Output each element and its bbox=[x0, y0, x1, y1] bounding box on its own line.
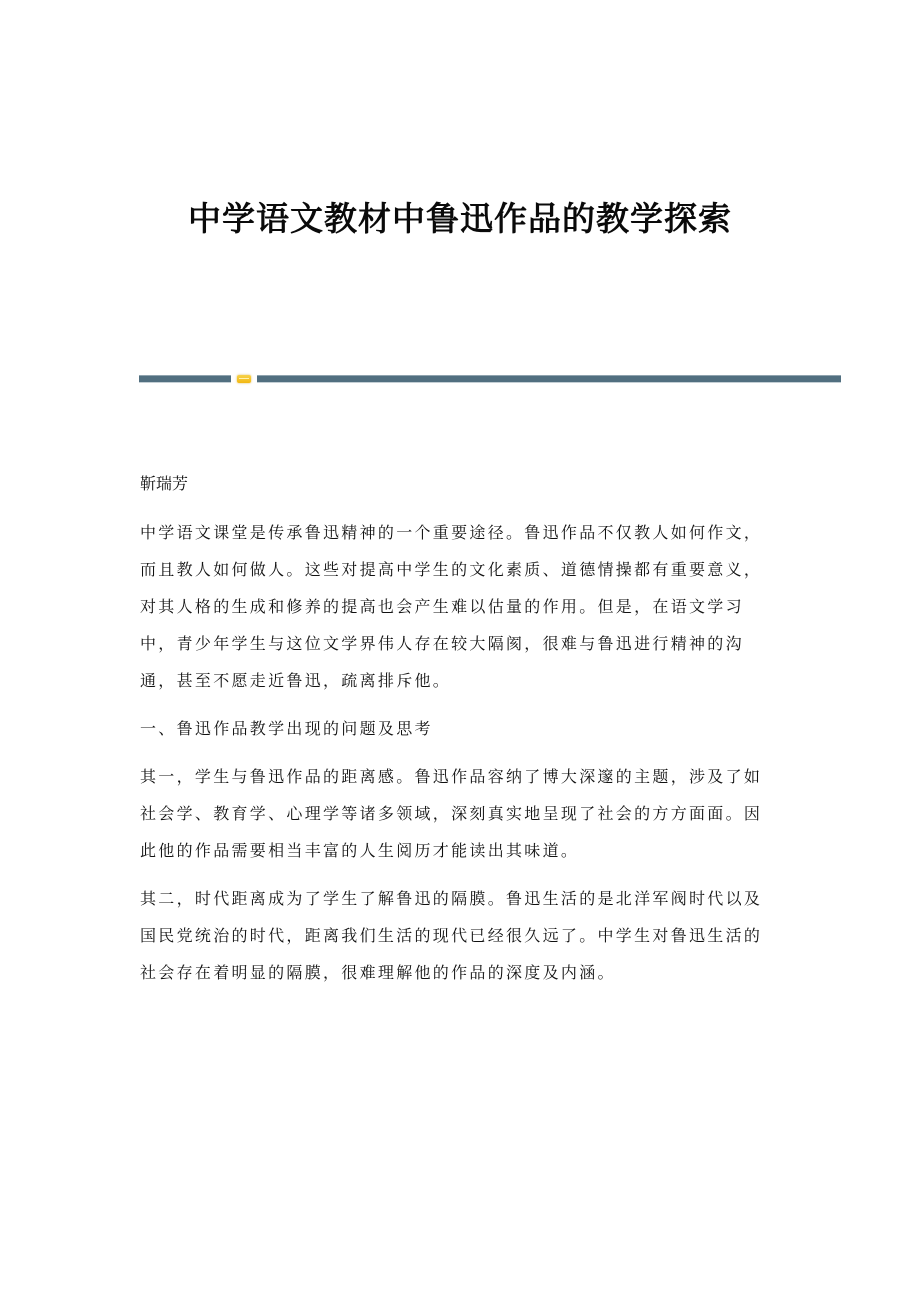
text-line: 其二，时代距离成为了学生了解鲁迅的隔膜。鲁迅生活的是北洋军阀时代以及 bbox=[140, 889, 763, 908]
text-line: 而且教人如何做人。这些对提高中学生的文化素质、道德情操都有重要意义， bbox=[140, 560, 763, 579]
paragraph-point-one bbox=[140, 758, 780, 869]
author-name: 靳瑞芳 bbox=[140, 474, 189, 493]
divider-bar-right bbox=[257, 375, 841, 383]
divider-ornament-icon bbox=[237, 375, 251, 383]
text-line: 对其人格的生成和修养的提高也会产生难以估量的作用。但是，在语文学习 bbox=[140, 597, 744, 616]
paragraph-intro bbox=[140, 514, 780, 699]
title-divider bbox=[139, 375, 841, 384]
heading-text: 一、鲁迅作品教学出现的问题及思考 bbox=[140, 719, 433, 738]
text-line: 其一，学生与鲁迅作品的距离感。鲁迅作品容纳了博大深邃的主题，涉及了如 bbox=[140, 767, 763, 786]
text-line: 中学语文课堂是传承鲁迅精神的一个重要途径。鲁迅作品不仅教人如何作文， bbox=[140, 523, 763, 542]
text-line: 社会学、教育学、心理学等诸多领域，深刻真实地呈现了社会的方方面面。因 bbox=[140, 804, 763, 823]
document-body bbox=[140, 468, 780, 1002]
paragraph-point-two bbox=[140, 880, 780, 991]
text-line: 此他的作品需要相当丰富的人生阅历才能读出其味道。 bbox=[140, 841, 580, 860]
text-line: 通，甚至不愿走近鲁迅，疏离排斥他。 bbox=[140, 671, 452, 690]
divider-bar-left bbox=[139, 375, 231, 383]
text-line: 中，青少年学生与这位文学界伟人存在较大隔阂，很难与鲁迅进行精神的沟 bbox=[140, 634, 744, 653]
text-line: 国民党统治的时代，距离我们生活的现代已经很久远了。中学生对鲁迅生活的 bbox=[140, 926, 763, 945]
page-title: 中学语文教材中鲁迅作品的教学探索 bbox=[188, 199, 732, 238]
text-line: 社会存在着明显的隔膜，很难理解他的作品的深度及内涵。 bbox=[140, 963, 616, 982]
section-heading bbox=[140, 710, 780, 747]
